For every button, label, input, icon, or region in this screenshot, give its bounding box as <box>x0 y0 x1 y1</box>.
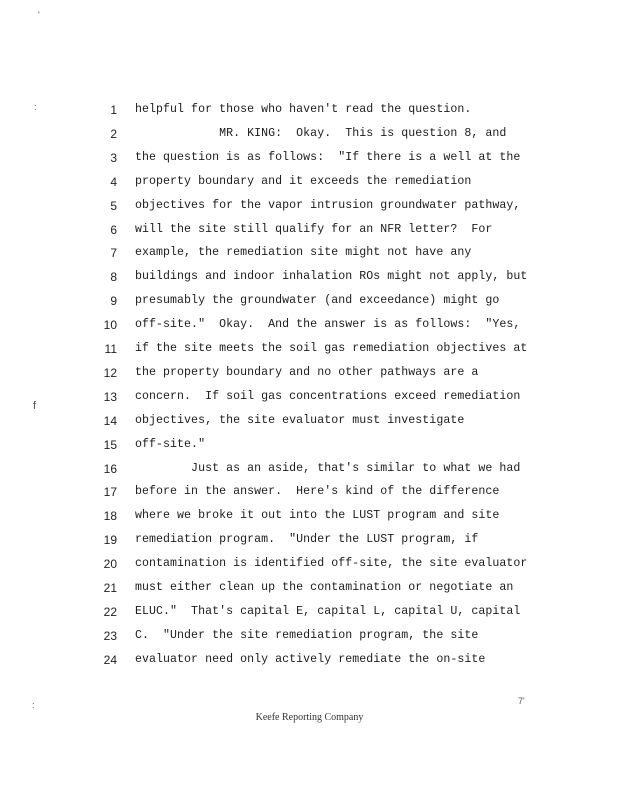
transcript-line <box>0 102 619 126</box>
transcript-line <box>0 532 619 556</box>
transcript-line <box>0 317 619 341</box>
line-number: 23 <box>103 628 117 643</box>
line-text: remediation program. "Under the LUST program, if <box>135 533 479 547</box>
line-number: 24 <box>103 652 117 667</box>
line-text: C. "Under the site remediation program, the site <box>135 628 479 642</box>
transcript-line <box>0 652 619 676</box>
scan-speck: ' <box>38 10 40 20</box>
line-number: 13 <box>103 389 117 404</box>
line-number: 2 <box>110 126 117 141</box>
line-text: off-site." <box>135 437 206 451</box>
transcript-line <box>0 365 619 389</box>
transcript-line <box>0 508 619 532</box>
reporter-footer: Keefe Reporting Company <box>255 712 364 723</box>
line-number: 4 <box>110 174 117 189</box>
transcript-line <box>0 341 619 365</box>
line-number: 20 <box>103 557 117 572</box>
line-text: MR. KING: Okay. This is question 8, and <box>135 126 507 140</box>
line-text: the property boundary and no other pathways are a <box>135 365 479 379</box>
transcript-line <box>0 174 619 198</box>
line-number: 7 <box>110 246 117 261</box>
transcript-line <box>0 269 619 293</box>
scan-speck: f <box>33 400 37 412</box>
line-text: before in the answer. Here's kind of the difference <box>135 485 500 499</box>
line-text: concern. If soil gas concentrations exceed remediation <box>135 389 521 403</box>
line-number: 22 <box>103 604 117 619</box>
line-text: Just as an aside, that's similar to what we had <box>135 461 521 475</box>
transcript-line <box>0 604 619 628</box>
line-number: 16 <box>103 461 117 476</box>
transcript-line <box>0 389 619 413</box>
scan-speck: : <box>34 102 37 112</box>
line-number: 5 <box>110 198 117 213</box>
line-text: objectives for the vapor intrusion groundwater pathway, <box>135 198 521 212</box>
transcript-line <box>0 461 619 485</box>
line-text: ELUC." That's capital E, capital L, capital U, capital <box>135 604 521 618</box>
transcript-line <box>0 628 619 652</box>
transcript-line <box>0 413 619 437</box>
line-number: 6 <box>110 222 117 237</box>
transcript-line <box>0 150 619 174</box>
transcript-line <box>0 198 619 222</box>
line-number: 14 <box>103 413 117 428</box>
line-text: property boundary and it exceeds the remediation <box>135 174 472 188</box>
line-number: 1 <box>110 103 117 117</box>
line-text: contamination is identified off-site, the site evaluator <box>135 557 528 571</box>
line-number: 8 <box>110 270 117 285</box>
line-text: will the site still qualify for an NFR letter? For <box>135 222 493 236</box>
line-text: must either clean up the contamination or negotiate an <box>135 581 514 594</box>
line-number: 11 <box>104 342 117 356</box>
line-text: evaluator need only actively remediate the on-site <box>135 652 486 666</box>
transcript-line <box>0 484 619 508</box>
line-number: 19 <box>103 533 117 548</box>
line-number: 3 <box>110 150 117 165</box>
line-text: example, the remediation site might not have any <box>135 246 472 260</box>
line-number: 17 <box>103 485 117 500</box>
line-text: objectives, the site evaluator must investigate <box>135 413 465 427</box>
line-number: 12 <box>103 365 117 380</box>
transcript-line <box>0 556 619 580</box>
line-text: if the site meets the soil gas remediation objectives at <box>135 342 528 355</box>
line-number: 18 <box>103 509 117 524</box>
line-text: helpful for those who haven't read the question. <box>135 103 472 116</box>
line-text: the question is as follows: "If there is a well at the <box>135 150 521 164</box>
transcript-line <box>0 580 619 604</box>
line-text: where we broke it out into the LUST program and site <box>135 509 500 523</box>
line-text: off-site." Okay. And the answer is as follows: "Yes, <box>135 318 521 332</box>
line-text: presumably the groundwater (and exceedance) might go <box>135 294 500 308</box>
transcript-line <box>0 126 619 150</box>
line-number: 9 <box>110 294 117 309</box>
line-number: 10 <box>103 318 117 333</box>
scan-speck: : <box>32 700 35 710</box>
page-mark: 7' <box>518 696 525 706</box>
transcript-line <box>0 245 619 269</box>
transcript-line <box>0 222 619 246</box>
line-number: 21 <box>103 581 117 595</box>
transcript-line <box>0 293 619 317</box>
line-text: buildings and indoor inhalation ROs might not apply, but <box>135 270 528 284</box>
transcript-line <box>0 437 619 461</box>
line-number: 15 <box>103 437 117 452</box>
